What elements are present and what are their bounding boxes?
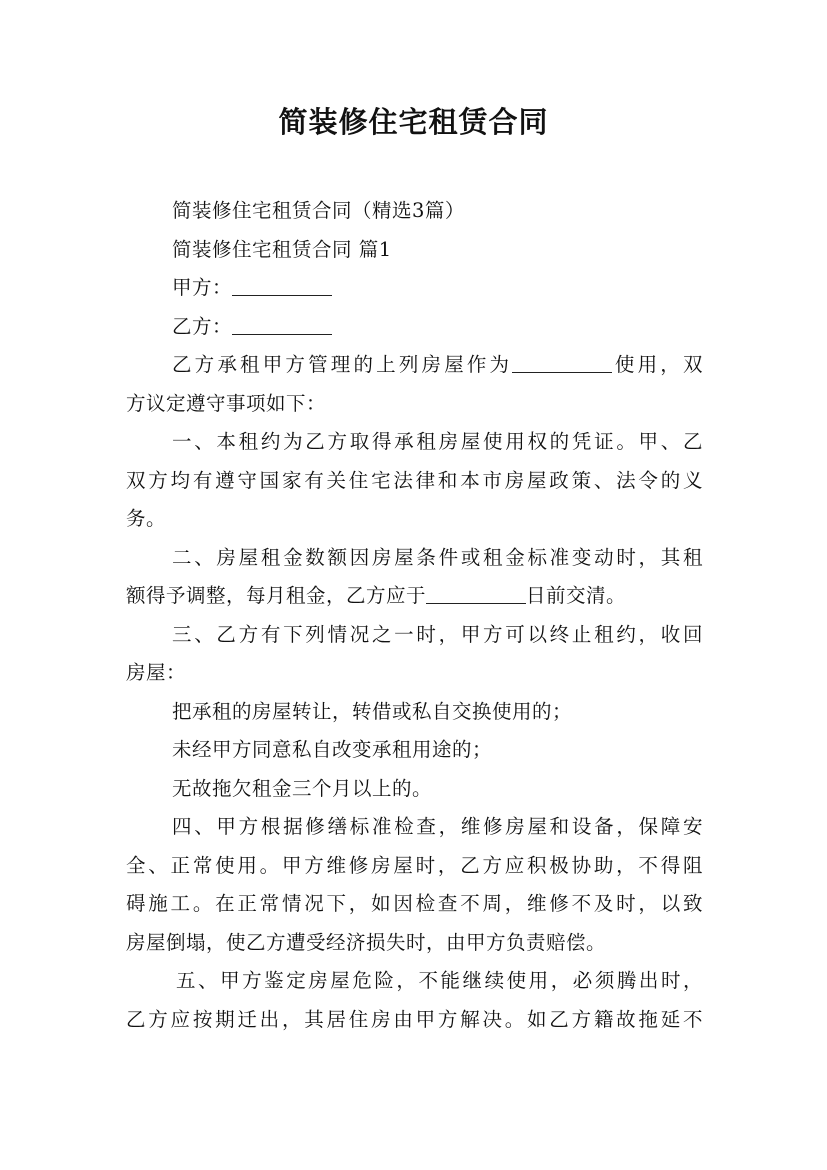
document-title: 简装修住宅租赁合同 <box>278 105 549 139</box>
document-subtitle: 简装修住宅租赁合同（精选3篇） <box>172 199 465 222</box>
usage-blank <box>512 353 612 374</box>
party-a-blank <box>232 276 332 297</box>
clause-4-line-3: 碍施工。在正常情况下，如因检查不周，维修不及时，以致 <box>126 892 703 915</box>
document-body <box>126 192 703 1039</box>
party-b-blank <box>232 314 332 335</box>
intro-text-b: 使用，双 <box>612 353 703 376</box>
party-a-line <box>126 269 703 308</box>
clause-2-text-a: 额得予调整，每月租金，乙方应于 <box>126 584 427 607</box>
party-b-label: 乙方： <box>172 314 233 338</box>
clause-3-line-2: 房屋： <box>126 661 187 684</box>
clause-5-line-2: 乙方应按期迁出，其居住房由甲方解决。如乙方籍故拖延不 <box>126 1007 703 1031</box>
intro-text-a: 乙方承租甲方管理的上列房屋作为 <box>172 353 513 376</box>
clause-4-line-1: 四、甲方根据修缮标准检查，维修房屋和设备，保障安 <box>172 815 703 838</box>
intro-line-1 <box>126 346 703 385</box>
payment-day-blank <box>426 584 526 605</box>
clause-2-line-2 <box>126 577 703 616</box>
clause-2-text-b: 日前交清。 <box>526 584 627 607</box>
party-a-label: 甲方： <box>172 276 233 299</box>
section-heading: 简装修住宅租赁合同 篇1 <box>172 237 392 261</box>
clause-1-line-2: 双方均有遵守国家有关住宅法律和本市房屋政策、法令的义 <box>126 468 703 492</box>
clause-1-line-3: 务。 <box>126 507 167 530</box>
clause-1-line-1: 一、本租约为乙方取得承租房屋使用权的凭证。甲、乙 <box>172 430 703 453</box>
clause-2-line-1: 二、房屋租金数额因房屋条件或租金标准变动时，其租 <box>172 545 703 569</box>
party-b-line <box>126 308 703 347</box>
clause-5-line-1: 五、甲方鉴定房屋危险，不能继续使用，必须腾出时， <box>176 969 703 992</box>
intro-line-2: 方议定遵守事项如下： <box>126 391 327 415</box>
list-item-3: 无故拖欠租金三个月以上的。 <box>172 776 433 800</box>
clause-4-line-2: 全、正常使用。甲方维修房屋时，乙方应积极协助，不得阻 <box>126 853 703 877</box>
clause-4-line-4: 房屋倒塌，使乙方遭受经济损失时，由甲方负责赔偿。 <box>126 930 607 954</box>
clause-3-line-1: 三、乙方有下列情况之一时，甲方可以终止租约，收回 <box>172 622 703 646</box>
list-item-1: 把承租的房屋转让，转借或私自交换使用的； <box>172 699 573 723</box>
list-item-2: 未经甲方同意私自改变承租用途的； <box>172 738 493 761</box>
